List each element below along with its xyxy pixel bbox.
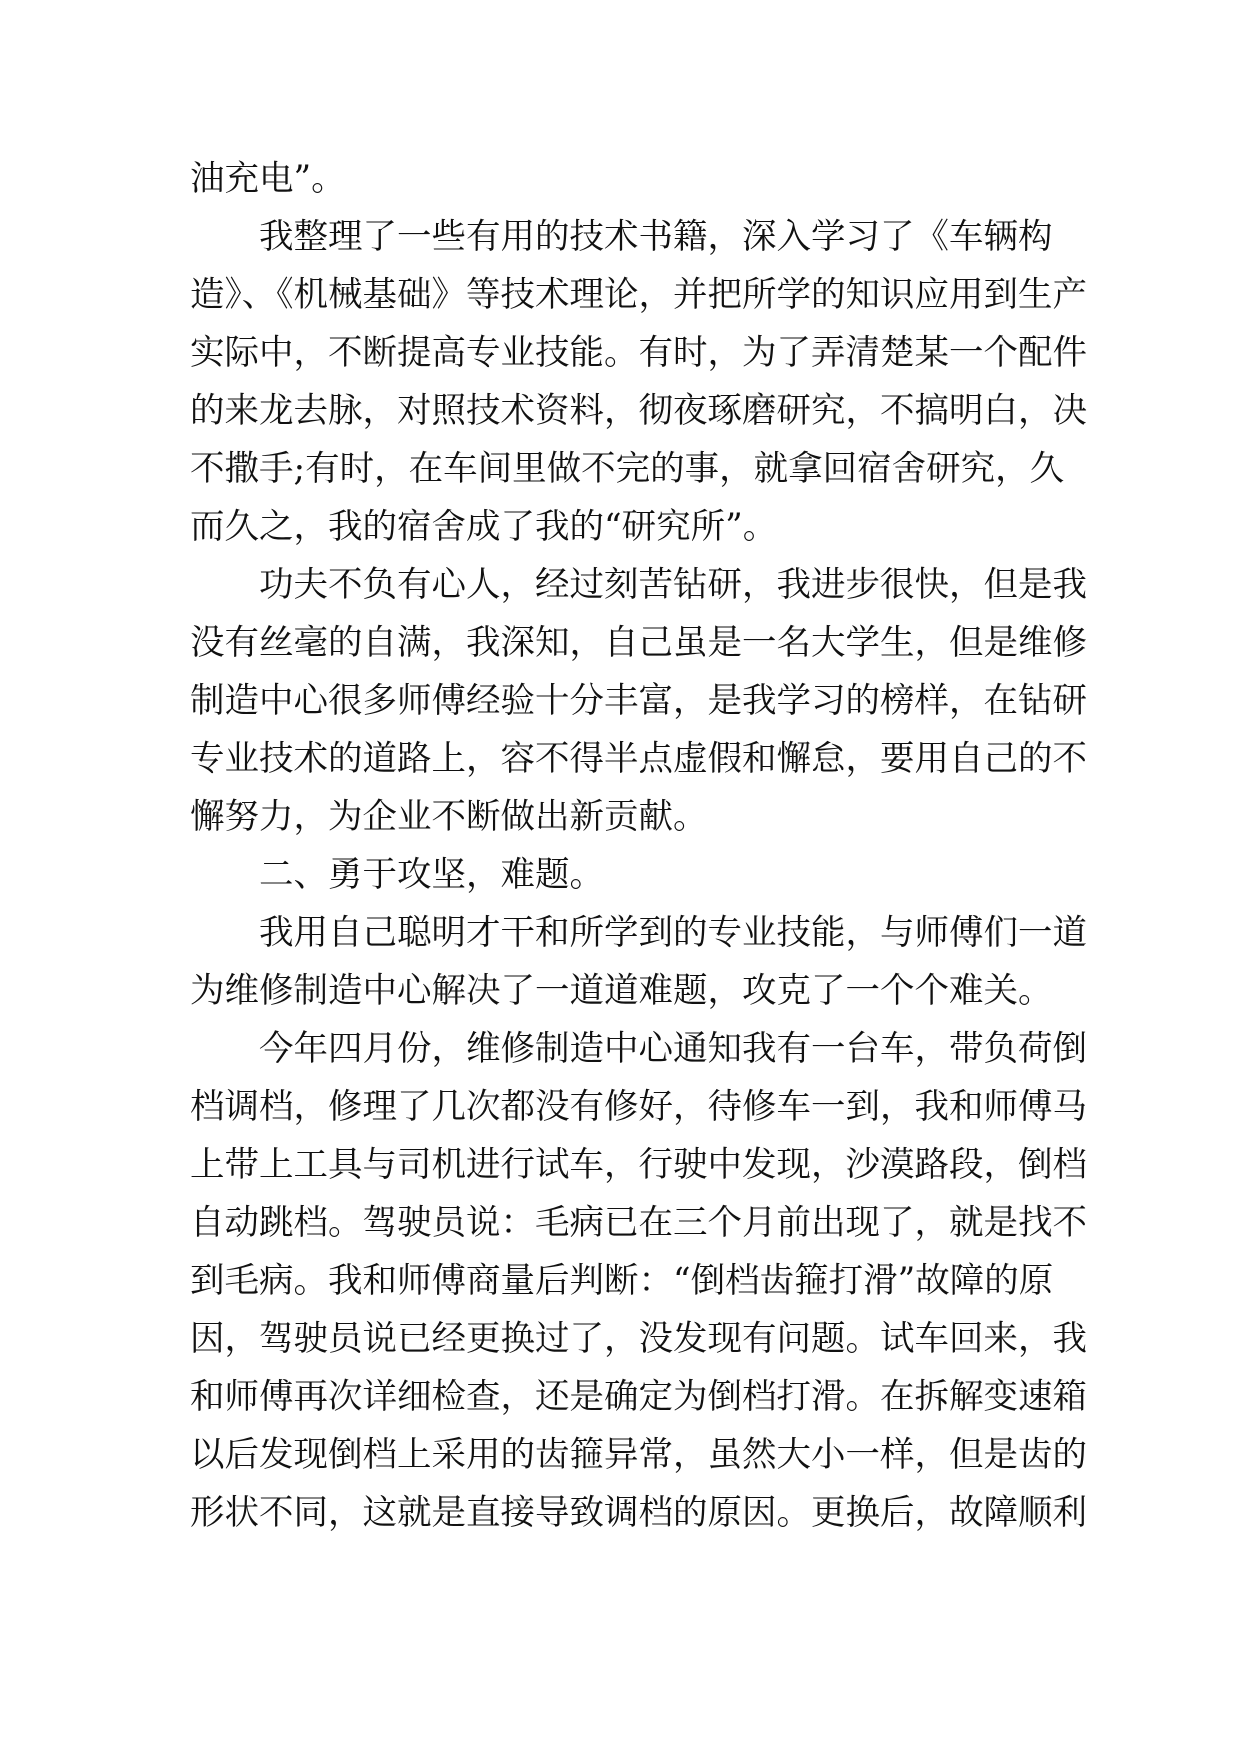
text-line: 油充电”。 bbox=[190, 159, 346, 199]
text-line: 没有丝毫的自满，我深知，自己虽是一名大学生，但是维修 bbox=[190, 623, 1087, 663]
text-line: 功夫不负有心人，经过刻苦钻研，我进步很快，但是我 bbox=[259, 565, 1087, 605]
text-line: 制造中心很多师傅经验十分丰富，是我学习的榜样，在钻研 bbox=[190, 681, 1087, 721]
text-line: 造》、《机械基础》等技术理论，并把所学的知识应用到生产 bbox=[190, 275, 1087, 315]
text-line: 二、勇于攻坚，难题。 bbox=[259, 855, 604, 895]
text-line: 懈努力，为企业不断做出新贡献。 bbox=[190, 797, 708, 837]
text-line: 专业技术的道路上，容不得半点虚假和懈怠，要用自己的不 bbox=[190, 739, 1087, 779]
text-line: 不撒手;有时，在车间里做不完的事，就拿回宿舍研究，久 bbox=[190, 449, 1065, 489]
text-line: 形状不同，这就是直接导致调档的原因。更换后，故障顺利 bbox=[190, 1493, 1087, 1533]
text-line: 因，驾驶员说已经更换过了，没发现有问题。试车回来，我 bbox=[190, 1319, 1087, 1359]
text-line: 我用自己聪明才干和所学到的专业技能，与师傅们一道 bbox=[259, 913, 1087, 953]
document-body bbox=[190, 150, 1087, 1542]
text-line: 实际中，不断提高专业技能。有时，为了弄清楚某一个配件 bbox=[190, 333, 1087, 373]
text-line: 和师傅再次详细检查，还是确定为倒档打滑。在拆解变速箱 bbox=[190, 1377, 1087, 1417]
text-line: 以后发现倒档上采用的齿箍异常，虽然大小一样，但是齿的 bbox=[190, 1435, 1087, 1475]
text-line: 到毛病。我和师傅商量后判断：“倒档齿箍打滑”故障的原 bbox=[190, 1261, 1054, 1301]
text-line: 而久之，我的宿舍成了我的“研究所”。 bbox=[190, 507, 778, 547]
text-line: 我整理了一些有用的技术书籍，深入学习了《车辆构 bbox=[259, 217, 1053, 257]
text-line: 档调档，修理了几次都没有修好，待修车一到，我和师傅马 bbox=[190, 1087, 1087, 1127]
text-line: 自动跳档。驾驶员说：毛病已在三个月前出现了，就是找不 bbox=[190, 1203, 1087, 1243]
text-line: 今年四月份，维修制造中心通知我有一台车，带负荷倒 bbox=[259, 1029, 1087, 1069]
text-line: 为维修制造中心解决了一道道难题，攻克了一个个难关。 bbox=[190, 971, 1053, 1011]
text-line: 上带上工具与司机进行试车，行驶中发现，沙漠路段，倒档 bbox=[190, 1145, 1087, 1185]
text-line: 的来龙去脉，对照技术资料，彻夜琢磨研究，不搞明白，决 bbox=[190, 391, 1087, 431]
